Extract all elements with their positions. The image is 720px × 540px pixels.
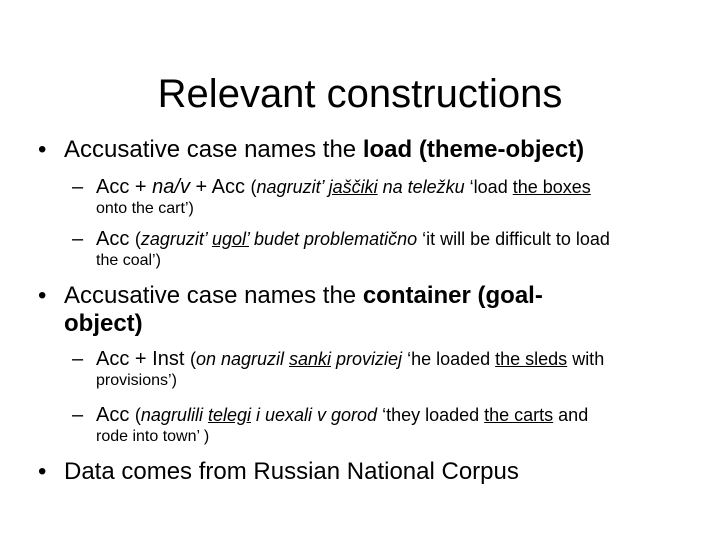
- example-text: on nagruzil: [195, 349, 289, 369]
- gloss-underlined: the carts: [484, 405, 554, 425]
- example-underlined: sanki: [289, 349, 332, 369]
- gloss-underlined: the boxes: [512, 177, 591, 197]
- gloss-underlined: the sleds: [495, 349, 568, 369]
- example-underlined: telegi: [207, 405, 251, 425]
- bullet-load: [38, 136, 698, 164]
- example-text-tail: i uexali v gorod: [250, 405, 378, 425]
- gloss-text-tail: and: [553, 405, 589, 425]
- example-text-tail: na teležku: [377, 177, 465, 197]
- example-underlined: ugol’: [211, 229, 249, 249]
- example-text-tail: budet problematično: [249, 229, 418, 249]
- sub-bullet-acc-1: [72, 228, 702, 272]
- construction-label: Acc: [96, 404, 135, 426]
- dash-glyph: –: [72, 176, 84, 198]
- gloss-text: ‘he loaded: [402, 349, 496, 369]
- bullet-text: Accusative case names the: [64, 282, 363, 309]
- bullet-bold-term: load (theme-object): [362, 136, 585, 163]
- construction-label: Acc + Inst: [96, 348, 190, 370]
- bullet-glyph: •: [38, 136, 47, 163]
- example-open-paren: (: [134, 405, 141, 425]
- construction-label: Acc: [96, 228, 135, 250]
- dash-glyph: –: [72, 404, 84, 426]
- dash-glyph: –: [72, 348, 84, 370]
- gloss-continuation: provisions’): [96, 372, 177, 389]
- gloss-text: ‘it will be difficult to load: [417, 229, 610, 249]
- gloss-continuation: onto the cart’): [96, 200, 194, 217]
- sub-bullet-acc-na-v: [72, 176, 702, 220]
- construction-label-tail: + Acc: [189, 176, 251, 198]
- bullet-text: Accusative case names the: [64, 136, 363, 163]
- construction-preposition: na/v: [152, 176, 190, 198]
- example-open-paren: (: [189, 349, 196, 369]
- example-text: nagrulili: [140, 405, 208, 425]
- bullet-data-source: [38, 458, 698, 486]
- example-text-tail: proviziej: [331, 349, 403, 369]
- bullet-text: Data comes from Russian National Corpus: [64, 458, 519, 485]
- example-underlined: jaščiki: [328, 177, 378, 197]
- gloss-text-tail: with: [567, 349, 605, 369]
- sub-bullet-acc-inst: [72, 348, 702, 392]
- slide-title: Relevant constructions: [157, 72, 563, 116]
- example-open-paren: (: [250, 177, 257, 197]
- gloss-continuation: rode into town’ ): [96, 428, 210, 445]
- bullet-glyph: •: [38, 282, 47, 309]
- example-text: zagruzit’: [140, 229, 212, 249]
- bullet-container: [38, 282, 698, 338]
- sub-bullet-acc-2: [72, 404, 702, 448]
- gloss-text: ‘load: [464, 177, 513, 197]
- construction-label: Acc +: [96, 176, 153, 198]
- example-open-paren: (: [134, 229, 141, 249]
- bullet-bold-term: container (goal-: [362, 282, 543, 309]
- dash-glyph: –: [72, 228, 84, 250]
- example-text: nagruzit’: [256, 177, 329, 197]
- gloss-text: ‘they loaded: [377, 405, 485, 425]
- bullet-glyph: •: [38, 458, 47, 485]
- gloss-continuation: the coal’): [96, 252, 161, 269]
- bullet-bold-term-continuation: object): [64, 310, 143, 337]
